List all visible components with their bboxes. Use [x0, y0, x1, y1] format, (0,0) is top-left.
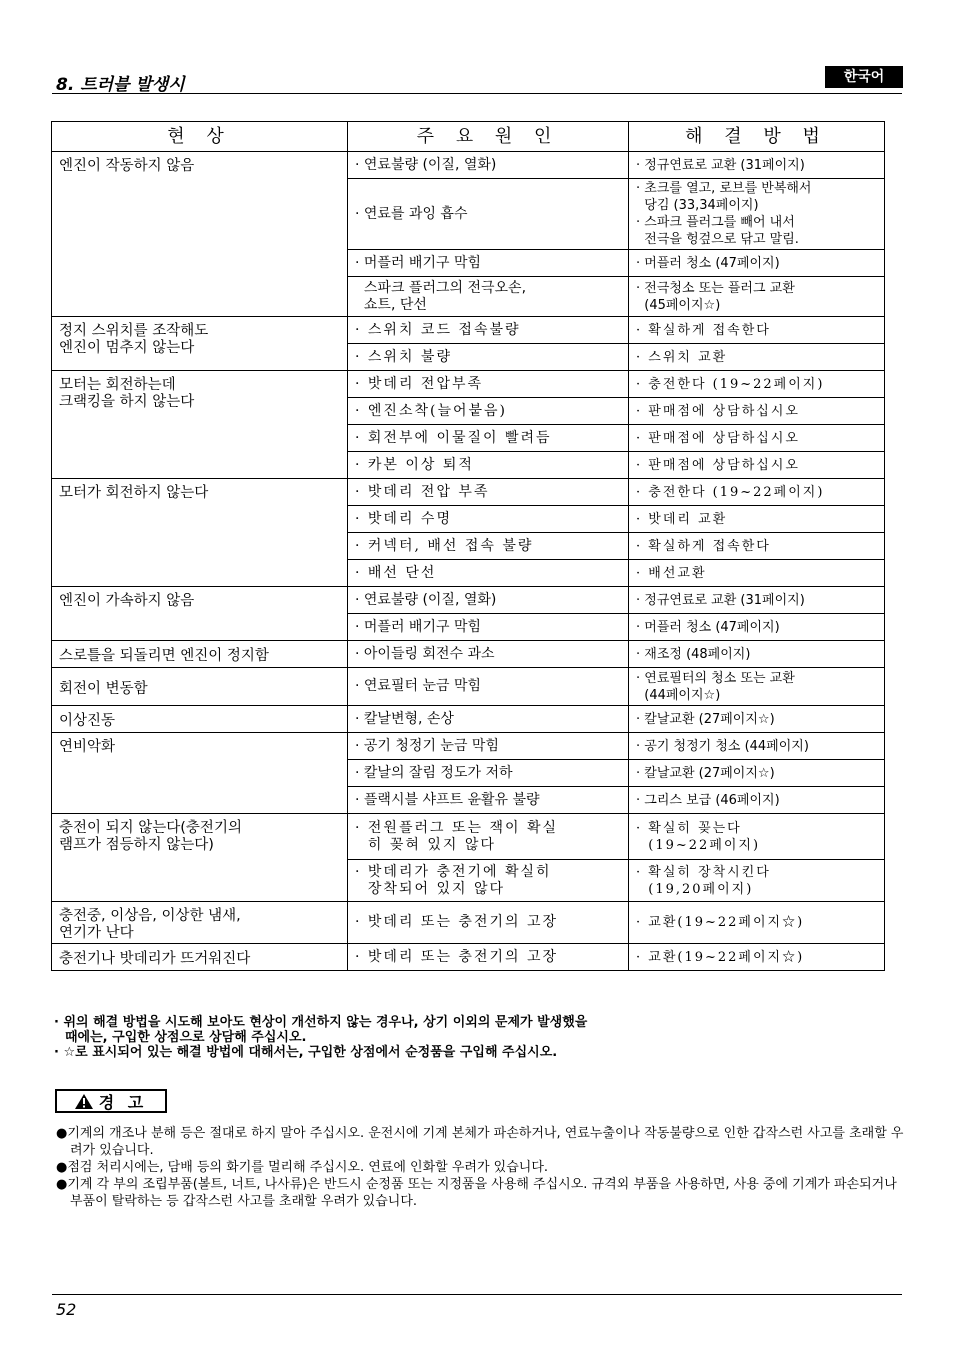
- solution-text: · 칼날교환 (27페이지☆): [636, 711, 775, 727]
- cause-text: · 아이들링 회전수 과소: [355, 645, 495, 662]
- solution-text: 전극을 헝겊으로 닦고 말림.: [636, 232, 799, 247]
- symptom-cell: [52, 479, 348, 587]
- cause-cell: [348, 560, 629, 587]
- solution-cell: [629, 814, 885, 860]
- solution-cell: [629, 860, 885, 902]
- cause-text: · 공기 청정기 눈금 막힘: [355, 737, 499, 754]
- solution-cell: [629, 733, 885, 760]
- table-row: [52, 814, 885, 860]
- solution-text: · 교환(19~22페이지☆): [636, 915, 805, 930]
- solution-cell: [629, 152, 885, 179]
- cause-text: · 스위치 불량: [355, 348, 452, 365]
- symptom-text: 이상진동: [59, 713, 116, 729]
- cause-text: · 플랙시블 샤프트 윤활유 불량: [355, 791, 540, 808]
- symptom-text: 회전이 변동함: [59, 680, 148, 697]
- cause-cell: [348, 506, 629, 533]
- cause-cell: [348, 250, 629, 277]
- cause-cell: [348, 787, 629, 814]
- symptom-text: 엔진이 멈추지 않는다: [59, 340, 195, 356]
- cause-cell: [348, 452, 629, 479]
- solution-cell: [629, 452, 885, 479]
- cause-text: · 연료불량 (이질, 열화): [355, 591, 497, 608]
- cause-text: · 엔진소착(늘어붙음): [355, 402, 508, 419]
- cause-cell: [348, 317, 629, 344]
- symptom-cell: [52, 814, 348, 902]
- warning-title: 경 고: [98, 1092, 148, 1112]
- cause-cell: [348, 706, 629, 733]
- column-header-cause: 주 요 원 인: [348, 122, 629, 152]
- table-row: [52, 371, 885, 398]
- table-row: [52, 668, 885, 706]
- section-title: 8. 트러블 발생시: [56, 75, 185, 95]
- solution-text: · 정규연료로 교환 (31페이지): [636, 592, 805, 608]
- symptom-text: 충전이 되지 않는다(충전기의: [59, 820, 242, 836]
- table-row: [52, 706, 885, 733]
- solution-cell: [629, 398, 885, 425]
- solution-cell: [629, 317, 885, 344]
- solution-text: · 머플러 청소 (47페이지): [636, 619, 780, 635]
- note-line: 때에는, 구입한 상점으로 상담해 주십시오.: [65, 1030, 307, 1045]
- column-header-symptom: 현 상: [52, 122, 348, 152]
- solution-cell: [629, 760, 885, 787]
- solution-text: · 재조정 (48페이지): [636, 646, 751, 662]
- solution-cell: [629, 614, 885, 641]
- cause-text: · 밧데리 전압부족: [355, 375, 484, 392]
- warning-item: ●기계 각 부의 조립부품(볼트, 너트, 나사류)은 반드시 순정품 또는 지정품을 사용해 주십시오. 규격외 부품을 사용하면, 사용 중에 기계가 파손되거나 부품이 탈락하는 등 갑작스런 사고를 초래할 우려가 있습니다.: [56, 1177, 897, 1209]
- solution-text: · 머플러 청소 (47페이지): [636, 255, 780, 271]
- solution-cell: [629, 371, 885, 398]
- warning-item: ●점검 처리시에는, 담배 등의 화기를 멀리해 주십시오. 연료에 인화할 우려가 있습니다.: [56, 1160, 549, 1175]
- warning-heading: [55, 1089, 167, 1113]
- column-header-solution: 해 결 방 법: [629, 122, 885, 152]
- solution-cell: [629, 344, 885, 371]
- warning-item: ●기계의 개조나 분해 등은 절대로 하지 말아 주십시오. 운전시에 기계 본체가 파손하거나, 연료누출이나 작동불량으로 인한 갑작스런 사고를 초래할 우려가 있습니다.: [56, 1126, 904, 1158]
- cause-cell: [348, 733, 629, 760]
- solution-cell: [629, 560, 885, 587]
- table-row: [52, 733, 885, 760]
- solution-text: · 확실하게 접속한다: [636, 538, 771, 554]
- cause-cell: [348, 344, 629, 371]
- cause-text: · 연료불량 (이질, 열화): [355, 156, 497, 173]
- cause-text: 장착되어 있지 않다: [355, 880, 505, 897]
- cause-text: · 칼날변형, 손상: [355, 710, 454, 727]
- cause-text: · 밧데리 또는 충전기의 고장: [355, 948, 559, 965]
- solution-cell: [629, 277, 885, 317]
- cause-cell: [348, 814, 629, 860]
- table-row: [52, 641, 885, 668]
- cause-text: · 스위치 코드 접속불량: [355, 321, 521, 338]
- symptom-cell: [52, 902, 348, 944]
- solution-cell: [629, 479, 885, 506]
- symptom-cell: [52, 371, 348, 479]
- table-header-row: [52, 122, 885, 152]
- symptom-text: 엔진이 작동하지 않음: [59, 158, 195, 174]
- cause-text: 스파크 플러그의 전극오손,: [355, 279, 527, 296]
- cause-cell: [348, 641, 629, 668]
- solution-cell: [629, 787, 885, 814]
- solution-cell: [629, 706, 885, 733]
- symptom-cell: [52, 733, 348, 814]
- cause-text: · 전원플러그 또는 잭이 확실: [355, 819, 559, 836]
- cause-cell: [348, 902, 629, 944]
- troubleshooting-table: [51, 121, 885, 971]
- cause-cell: [348, 614, 629, 641]
- cause-cell: [348, 944, 629, 971]
- note-line: · ☆로 표시되어 있는 해결 방법에 대해서는, 구입한 상점에서 순정품을 구입해 주십시오.: [54, 1045, 558, 1060]
- solution-text: · 연료필터의 청소 또는 교환: [636, 670, 795, 686]
- table-row: [52, 317, 885, 344]
- table-row: [52, 479, 885, 506]
- cause-text: · 머플러 배기구 막힘: [355, 618, 481, 635]
- cause-text: · 칼날의 잘림 정도가 저하: [355, 764, 513, 781]
- solution-text: · 확실히 꽂는다: [636, 820, 742, 836]
- solution-text: · 확실히 장착시킨다: [636, 864, 771, 880]
- symptom-text: 모터는 회전하는데: [59, 377, 176, 393]
- solution-cell: [629, 902, 885, 944]
- cause-text: · 회전부에 이물질이 빨려듬: [355, 429, 552, 446]
- header-divider: [52, 93, 902, 94]
- table-row: [52, 902, 885, 944]
- table-row: [52, 944, 885, 971]
- solution-text: · 전극청소 또는 플러그 교환: [636, 280, 795, 296]
- symptom-cell: [52, 668, 348, 706]
- solution-text: (19,20페이지): [636, 881, 754, 897]
- symptom-text: 정지 스위치를 조작해도: [59, 323, 209, 339]
- cause-cell: [348, 152, 629, 179]
- symptom-cell: [52, 706, 348, 733]
- solution-text: · 칼날교환 (27페이지☆): [636, 765, 775, 781]
- symptom-text: 모터가 회전하지 않는다: [59, 485, 209, 501]
- solution-text: · 스위치 교환: [636, 349, 728, 365]
- solution-text: · 정규연료로 교환 (31페이지): [636, 157, 805, 173]
- symptom-cell: [52, 587, 348, 641]
- solution-text: (45페이지☆): [636, 297, 721, 313]
- solution-text: · 충전한다 (19~22페이지): [636, 484, 825, 500]
- cause-cell: [348, 533, 629, 560]
- symptom-text: 충전중, 이상음, 이상한 냄새,: [59, 908, 241, 924]
- symptom-cell: [52, 152, 348, 317]
- solution-cell: [629, 179, 885, 250]
- symptom-text: 엔진이 가속하지 않음: [59, 593, 195, 609]
- warning-triangle-icon: [75, 1094, 93, 1109]
- solution-text: · 교환(19~22페이지☆): [636, 949, 805, 965]
- cause-cell: [348, 587, 629, 614]
- cause-text: · 밧데리 수명: [355, 510, 452, 527]
- symptom-text: 연기가 난다: [59, 925, 134, 941]
- solution-cell: [629, 587, 885, 614]
- cause-text: 히 꽂혀 있지 않다: [355, 836, 496, 853]
- cause-text: · 연료를 과잉 흡수: [355, 205, 468, 222]
- warning-list: [56, 1125, 906, 1210]
- cause-text: · 배선 단선: [355, 564, 437, 581]
- cause-text: · 밧데리 전압 부족: [355, 483, 490, 500]
- solution-cell: [629, 533, 885, 560]
- cause-cell: [348, 668, 629, 706]
- cause-cell: [348, 425, 629, 452]
- cause-cell: [348, 760, 629, 787]
- solution-text: · 공기 청정기 청소 (44페이지): [636, 738, 809, 754]
- cause-text: · 연료필터 눈금 막힘: [355, 678, 481, 694]
- table-row: [52, 152, 885, 179]
- cause-cell: [348, 371, 629, 398]
- solution-cell: [629, 425, 885, 452]
- page-number: 52: [56, 1300, 77, 1319]
- cause-cell: [348, 179, 629, 250]
- solution-text: · 확실하게 접속한다: [636, 322, 771, 338]
- solution-text: · 배선교환: [636, 565, 707, 581]
- cause-cell: [348, 277, 629, 317]
- symptom-cell: [52, 944, 348, 971]
- solution-text: · 판매점에 상담하십시오: [636, 457, 800, 473]
- cause-text: · 커넥터, 배선 접속 불량: [355, 537, 534, 554]
- solution-text: · 스파크 플러그를 빼어 내서: [636, 215, 795, 230]
- solution-text: · 초크를 열고, 로브를 반복해서: [636, 181, 812, 196]
- symptom-text: 충전기나 밧데리가 뜨거워진다: [59, 951, 251, 967]
- symptom-cell: [52, 641, 348, 668]
- footer-divider: [52, 1294, 902, 1295]
- solution-cell: [629, 641, 885, 668]
- solution-cell: [629, 250, 885, 277]
- cause-text: · 밧데리가 충전기에 확실히: [355, 863, 552, 880]
- cause-text: · 밧데리 또는 충전기의 고장: [355, 914, 559, 930]
- cause-text: 쇼트, 단선: [355, 296, 427, 313]
- cause-cell: [348, 398, 629, 425]
- language-badge: 한국어: [825, 66, 903, 88]
- solution-text: (19~22페이지): [636, 837, 761, 853]
- symptom-text: 연비악화: [59, 739, 116, 755]
- symptom-text: 램프가 점등하지 않는다): [59, 837, 214, 853]
- solution-cell: [629, 944, 885, 971]
- solution-text: (44페이지☆): [636, 687, 721, 703]
- symptom-text: 스로틀을 되돌리면 엔진이 정지함: [59, 648, 269, 664]
- solution-text: · 충전한다 (19~22페이지): [636, 376, 825, 392]
- symptom-text: 크랙킹을 하지 않는다: [59, 394, 195, 410]
- solution-text: 당김 (33,34페이지): [636, 198, 759, 213]
- solution-cell: [629, 668, 885, 706]
- cause-cell: [348, 860, 629, 902]
- solution-cell: [629, 506, 885, 533]
- note-line: · 위의 해결 방법을 시도해 보아도 현상이 개선하지 않는 경우나, 상기 이외의 문제가 발생했을: [54, 1015, 588, 1030]
- solution-text: · 판매점에 상담하십시오: [636, 403, 800, 419]
- cause-cell: [348, 479, 629, 506]
- cause-text: · 카본 이상 퇴적: [355, 456, 474, 473]
- cause-text: · 머플러 배기구 막힘: [355, 254, 481, 271]
- notes: [54, 1015, 884, 1060]
- symptom-cell: [52, 317, 348, 371]
- solution-text: · 그리스 보급 (46페이지): [636, 792, 780, 808]
- table-row: [52, 587, 885, 614]
- solution-text: · 밧데리 교환: [636, 511, 728, 527]
- solution-text: · 판매점에 상담하십시오: [636, 430, 800, 446]
